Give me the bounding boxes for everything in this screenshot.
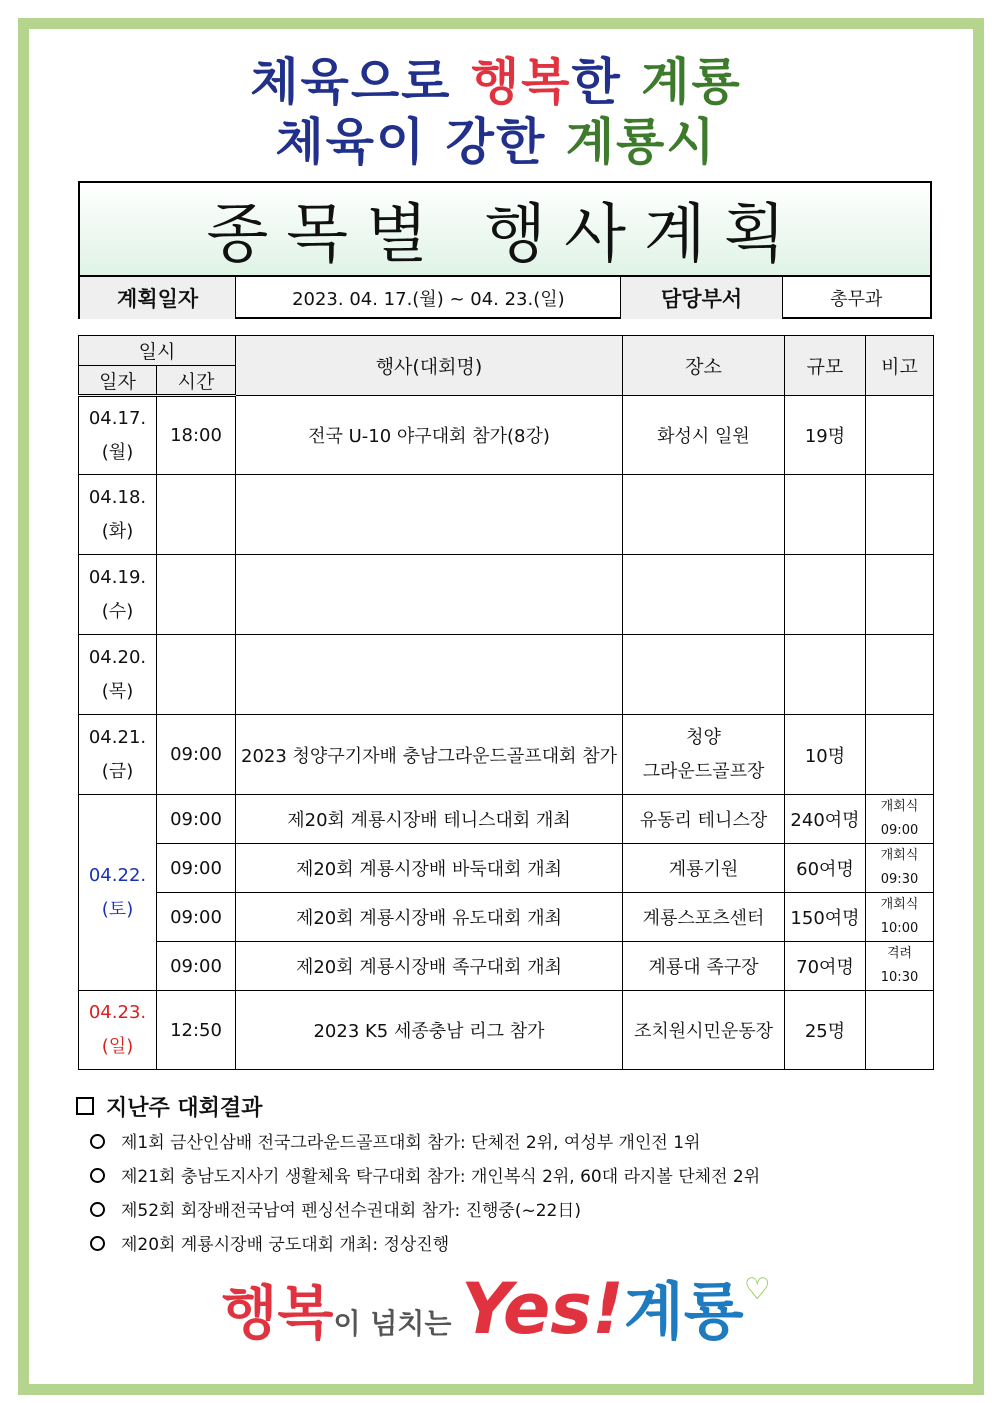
note-line: 10:00: [880, 921, 919, 936]
heart-icon: ♡: [743, 1272, 771, 1307]
footer-slogan-logo: [0, 1262, 992, 1351]
date-text: 04.17.: [88, 407, 147, 429]
last-week-results: [76, 1092, 936, 1262]
footer-text: 행복: [221, 1279, 334, 1347]
place-cell: [623, 475, 785, 555]
note-cell: [866, 715, 934, 795]
note-cell: [866, 396, 934, 475]
header-datetime: 일시: [79, 336, 236, 366]
table-row: [79, 396, 934, 475]
event-cell: 2023 청양구기자배 충남그라운드골프대회 참가: [236, 715, 623, 795]
day-text: (화): [101, 520, 134, 542]
place-cell: [623, 635, 785, 715]
time-cell: 09:00: [157, 942, 236, 991]
scale-cell: 240여명: [785, 795, 866, 844]
event-cell: [236, 635, 623, 715]
date-cell: [79, 991, 157, 1070]
event-cell: 전국 U-10 야구대회 참가(8강): [236, 396, 623, 475]
table-row: [79, 715, 934, 795]
day-text: (금): [101, 760, 134, 782]
event-cell: [236, 555, 623, 635]
event-cell: 제20회 계룡시장배 족구대회 개최: [236, 942, 623, 991]
list-item: [76, 1126, 936, 1160]
date-text: 04.20.: [88, 646, 147, 668]
table-row: [79, 635, 934, 715]
place-cell: 계룡스포츠센터: [623, 893, 785, 942]
time-cell: 09:00: [157, 893, 236, 942]
dept-label: 담당부서: [621, 277, 782, 319]
day-text: (토): [101, 898, 134, 920]
note-line: 09:00: [880, 823, 919, 838]
note-cell: [866, 475, 934, 555]
circle-bullet-icon: [90, 1168, 105, 1183]
plan-info-row: [80, 277, 930, 319]
place-cell: 계룡기원: [623, 844, 785, 893]
scale-cell: 70여명: [785, 942, 866, 991]
slogan-text: 계룡시: [565, 113, 717, 171]
place-line: 청양: [686, 726, 721, 748]
event-cell: 제20회 계룡시장배 바둑대회 개최: [236, 844, 623, 893]
note-line: 개회식: [880, 799, 919, 814]
table-row: [79, 991, 934, 1070]
day-text: (수): [101, 600, 134, 622]
place-cell: [623, 715, 785, 795]
place-cell: 계룡대 족구장: [623, 942, 785, 991]
day-text: (월): [101, 441, 134, 463]
footer-text: Yes!: [461, 1268, 624, 1350]
date-text: 04.23.: [88, 1002, 147, 1023]
event-cell: 제20회 계룡시장배 유도대회 개최: [236, 893, 623, 942]
result-text: 제21회 충남도지사기 생활체육 탁구대회 참가: 개인복식 2위, 60대 라지볼 단체전 2위: [121, 1167, 761, 1187]
header-event: 행사(대회명): [236, 336, 623, 396]
place-line: 그라운드골프장: [642, 760, 765, 782]
time-cell: [157, 555, 236, 635]
note-line: 09:30: [880, 872, 919, 887]
note-cell: [866, 942, 934, 991]
table-row: [79, 555, 934, 635]
header-note: 비고: [866, 336, 934, 396]
results-title-text: 지난주 대회결과: [106, 1096, 263, 1121]
scale-cell: [785, 635, 866, 715]
note-line: 개회식: [880, 848, 919, 863]
slogan-line-2: [0, 112, 992, 172]
event-cell: 2023 K5 세종충남 리그 참가: [236, 991, 623, 1070]
date-cell: [79, 795, 157, 991]
document-title: 종목별 행사계획: [80, 183, 930, 277]
slogan-text: 계룡: [641, 53, 742, 111]
date-text: 04.18.: [88, 486, 147, 508]
footer-text: 계룡: [623, 1275, 744, 1348]
date-text: 04.21.: [88, 726, 147, 748]
slogan-text: 한: [571, 53, 642, 111]
scale-cell: 25명: [785, 991, 866, 1070]
date-cell: [79, 635, 157, 715]
table-row: [79, 795, 934, 844]
time-cell: [157, 635, 236, 715]
time-cell: 09:00: [157, 844, 236, 893]
result-text: 제1회 금산인삼배 전국그라운드골프대회 참가: 단체전 2위, 여성부 개인전 1위: [121, 1133, 701, 1153]
schedule-table: [78, 335, 934, 1070]
note-line: 개회식: [880, 897, 919, 912]
place-cell: 화성시 일원: [623, 396, 785, 475]
time-cell: [157, 475, 236, 555]
event-cell: [236, 475, 623, 555]
header-date: 일자: [79, 366, 157, 396]
document-header: [78, 181, 932, 319]
footer-text: 이 넘치는: [333, 1307, 462, 1340]
place-cell: [623, 555, 785, 635]
circle-bullet-icon: [90, 1202, 105, 1217]
slogan-text: 체육으로: [250, 53, 471, 111]
result-text: 제20회 계룡시장배 궁도대회 개최: 정상진행: [121, 1235, 450, 1255]
list-item: [76, 1160, 936, 1194]
time-cell: 18:00: [157, 396, 236, 475]
note-cell: [866, 893, 934, 942]
slogan-text: 체육이 강한: [275, 113, 566, 171]
date-cell: [79, 475, 157, 555]
dept-value: 총무과: [830, 289, 883, 310]
plan-date-label: 계획일자: [80, 277, 236, 319]
header-scale: 규모: [785, 336, 866, 396]
note-line: 격려: [886, 946, 913, 961]
note-cell: [866, 795, 934, 844]
date-cell: [79, 555, 157, 635]
date-cell: [79, 715, 157, 795]
event-cell: 제20회 계룡시장배 테니스대회 개최: [236, 795, 623, 844]
note-cell: [866, 844, 934, 893]
time-cell: 09:00: [157, 795, 236, 844]
table-row: [79, 893, 934, 942]
note-cell: [866, 991, 934, 1070]
date-text: 04.22.: [88, 864, 147, 886]
list-item: [76, 1228, 936, 1262]
circle-bullet-icon: [90, 1134, 105, 1149]
day-text: (일): [101, 1036, 134, 1057]
slogan-text: 행복: [470, 53, 572, 111]
table-row: [79, 844, 934, 893]
circle-bullet-icon: [90, 1236, 105, 1251]
time-cell: 09:00: [157, 715, 236, 795]
header-place: 장소: [623, 336, 785, 396]
square-bullet-icon: [76, 1097, 94, 1115]
date-text: 04.19.: [88, 566, 147, 588]
scale-cell: 10명: [785, 715, 866, 795]
day-text: (목): [101, 680, 134, 702]
place-cell: 유동리 테니스장: [623, 795, 785, 844]
results-title: [76, 1092, 936, 1126]
scale-cell: 150여명: [785, 893, 866, 942]
list-item: [76, 1194, 936, 1228]
scale-cell: [785, 475, 866, 555]
scale-cell: 19명: [785, 396, 866, 475]
slogan-line-1: [0, 52, 992, 112]
note-cell: [866, 635, 934, 715]
header-time: 시간: [157, 366, 236, 396]
scale-cell: [785, 555, 866, 635]
place-cell: 조치원시민운동장: [623, 991, 785, 1070]
note-cell: [866, 555, 934, 635]
table-row: [79, 475, 934, 555]
result-text: 제52회 회장배전국남여 펜싱선수권대회 참가: 진행중(~22日): [121, 1201, 581, 1221]
plan-date-value: 2023. 04. 17.(월) ~ 04. 23.(일): [236, 277, 621, 319]
date-cell: [79, 396, 157, 475]
scale-cell: 60여명: [785, 844, 866, 893]
table-row: [79, 942, 934, 991]
time-cell: 12:50: [157, 991, 236, 1070]
note-line: 10:30: [880, 970, 919, 985]
